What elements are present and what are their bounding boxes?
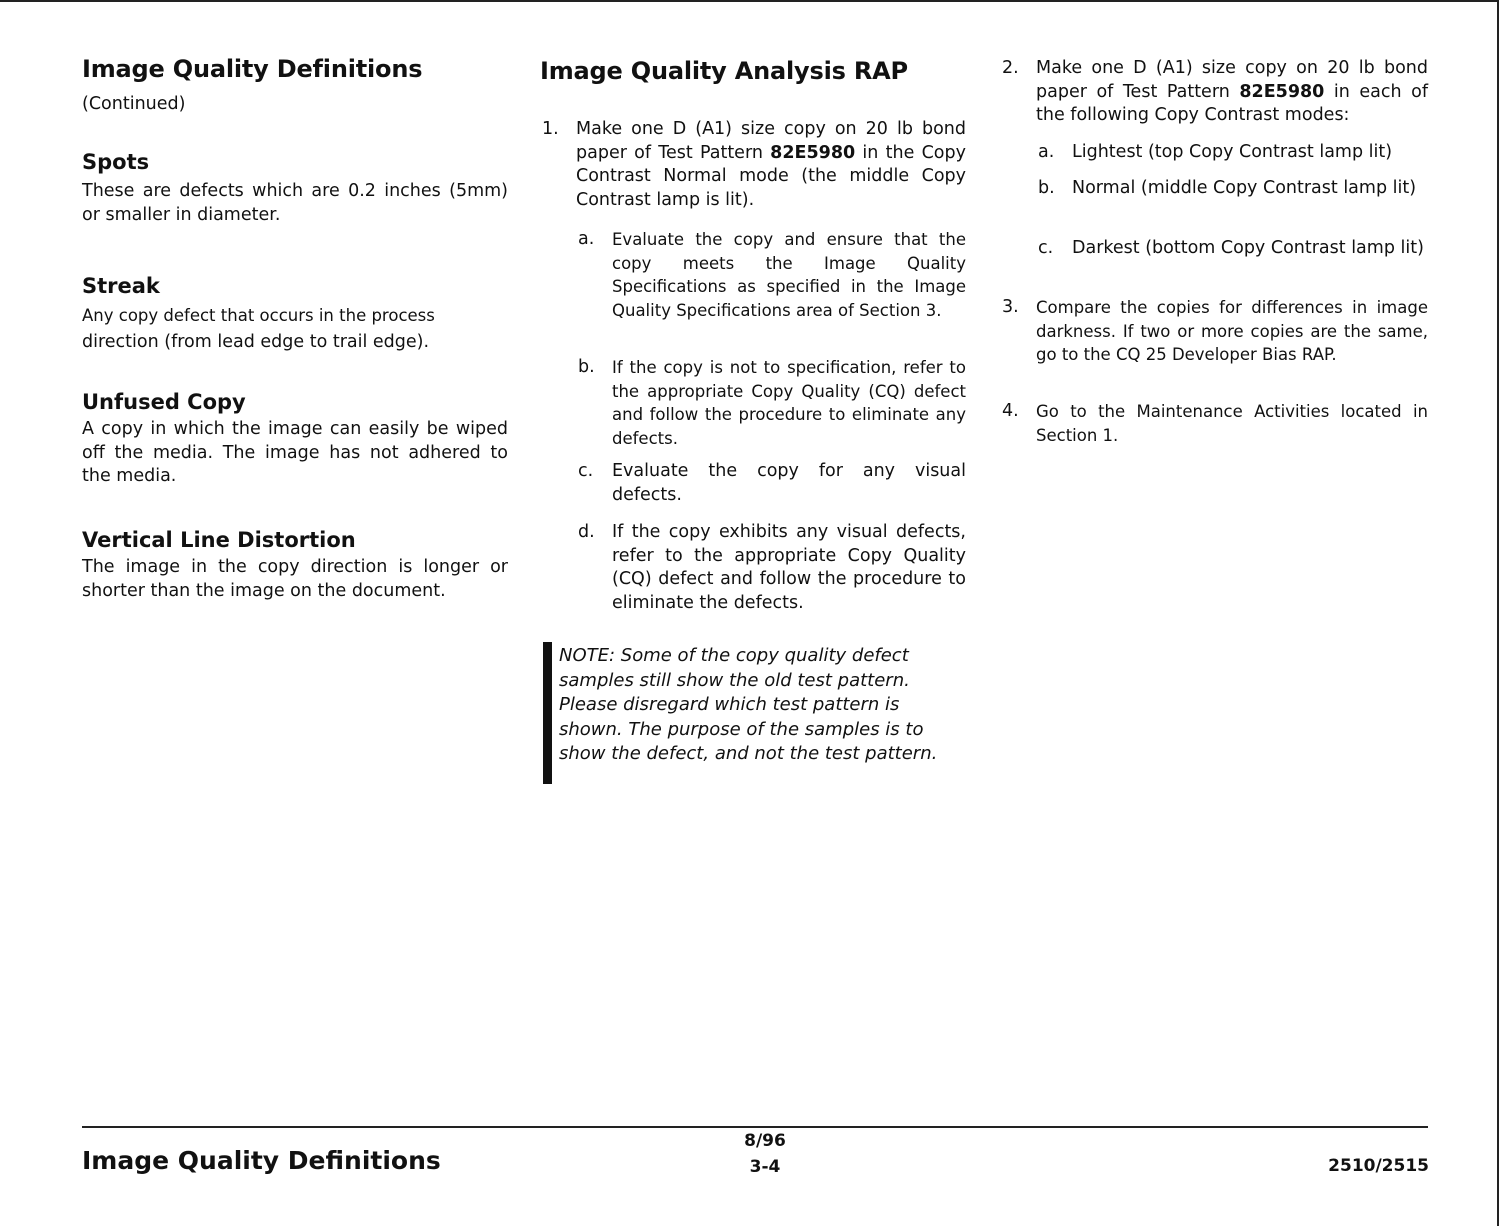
step-1b-letter: b. xyxy=(578,357,595,377)
step-2-pattern: 82E5980 xyxy=(1239,81,1325,102)
step-1b-text: If the copy is not to specification, refer to the appropriate Copy Quality (CQ) defect and follow the procedure to eliminate any defects. xyxy=(612,358,966,448)
step-1d-text: If the copy exhibits any visual defects, refer to the appropriate Copy Quality (CQ) defect and follow the procedure to eliminate the defects. xyxy=(612,522,966,613)
unfused-copy-heading: Unfused Copy xyxy=(82,390,246,414)
step-2b-letter: b. xyxy=(1038,178,1055,198)
page-frame-top xyxy=(0,0,1499,2)
note-change-bar xyxy=(543,642,552,784)
vertical-line-distortion-body: The image in the copy direction is longer or shorter than the image on the document. xyxy=(82,557,508,601)
streak-body-line1: Any copy defect that occurs in the process xyxy=(82,306,435,325)
step-3-text: Compare the copies for differences in image darkness. If two or more copies are the same, go to the CQ 25 Developer Bias RAP. xyxy=(1036,298,1428,364)
footer-page-number: 3-4 xyxy=(749,1157,781,1177)
spots-heading: Spots xyxy=(82,150,150,174)
step-1c-letter: c. xyxy=(578,461,594,481)
step-2b-text: Normal (middle Copy Contrast lamp lit) xyxy=(1072,178,1417,198)
vertical-line-distortion-heading: Vertical Line Distortion xyxy=(82,528,356,552)
note-block xyxy=(559,644,969,767)
footer-date: 8/96 xyxy=(744,1131,786,1151)
step-1a-text: Evaluate the copy and ensure that the copy meets the Image Quality Specifications as specified in the Image Quality Specifications area of Section 3. xyxy=(612,230,966,320)
note-line: shown. The purpose of the samples is to xyxy=(559,718,924,740)
step-1a-letter: a. xyxy=(578,229,595,249)
step-4-number: 4. xyxy=(1002,401,1019,421)
note-line: show the defect, and not the test pattern. xyxy=(559,743,938,764)
step-1-text: Make one D (A1) size copy on 20 lb bond paper of Test Pattern 82E5980 in the Copy Contrast Normal mode (the middle Copy Contrast lamp is lit). xyxy=(576,119,966,210)
step-2c-letter: c. xyxy=(1038,238,1054,258)
streak-body-line2: direction (from lead edge to trail edge). xyxy=(82,332,430,352)
step-4-text: Go to the Maintenance Activities located in Section 1. xyxy=(1036,402,1428,445)
note-line: Please disregard which test pattern is xyxy=(559,694,900,715)
step-2-number: 2. xyxy=(1002,58,1019,78)
footer-model: 2510/2515 xyxy=(1328,1156,1429,1176)
continued-label: (Continued) xyxy=(82,94,186,114)
step-1-pattern: 82E5980 xyxy=(770,142,856,163)
step-2-text: Make one D (A1) size copy on 20 lb bond paper of Test Pattern 82E5980 in each of the following Copy Contrast modes: xyxy=(1036,58,1428,125)
rap-title: Image Quality Analysis RAP xyxy=(540,57,908,85)
left-title: Image Quality Definitions xyxy=(82,55,423,83)
step-2a-text: Lightest (top Copy Contrast lamp lit) xyxy=(1072,142,1393,162)
spots-body: These are defects which are 0.2 inches (5mm) or smaller in diameter. xyxy=(82,181,508,225)
step-3-number: 3. xyxy=(1002,297,1019,317)
streak-heading: Streak xyxy=(82,274,160,298)
step-1d-letter: d. xyxy=(578,522,595,542)
step-1c-text: Evaluate the copy for any visual defects. xyxy=(612,461,966,505)
step-2a-letter: a. xyxy=(1038,142,1055,162)
step-1-number: 1. xyxy=(542,119,559,139)
step-2c-text: Darkest (bottom Copy Contrast lamp lit) xyxy=(1072,238,1424,258)
footer-date-page xyxy=(700,1128,830,1180)
footer-title: Image Quality Definitions xyxy=(82,1146,441,1175)
note-line: samples still show the old test pattern. xyxy=(559,669,910,691)
unfused-copy-body: A copy in which the image can easily be wiped off the media. The image has not adhered to the media. xyxy=(82,419,508,486)
note-line: NOTE: Some of the copy quality defect xyxy=(559,645,909,666)
